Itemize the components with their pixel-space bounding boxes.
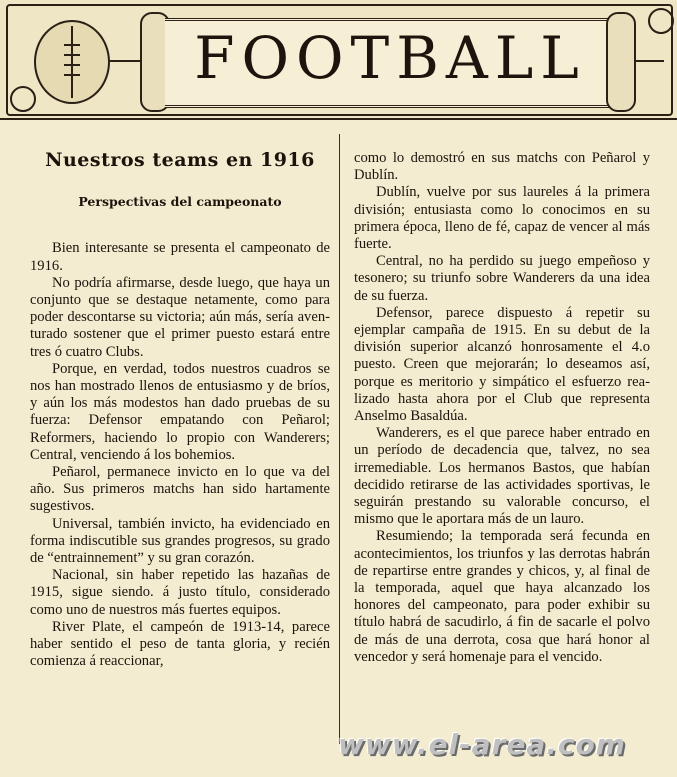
paragraph: Central, no ha perdido su juego empeñoso y tesonero; su triunfo sobre Wanderers da una idea de su fuerza. — [354, 253, 650, 304]
article-subtitle: Perspectivas del campeonato — [78, 194, 282, 210]
paragraph: Wanderers, es el que parece haber entrado en un período de decadencia que, talvez, no sea irremediable. Los hermanos Bastos, que habían decidido retirarse de las actividades sportivas, le seguirán prestando su valorable concurso, el mismo que le aportara más de un lauro. — [354, 425, 650, 528]
vine-ornament — [110, 60, 142, 62]
paragraph: como lo demostró en sus matchs con Peñarol y Dublín. — [354, 150, 650, 184]
paragraph: Bien interesante se presenta el campeonato de 1916. — [30, 240, 330, 274]
article-title: Nuestros teams en 1916 — [45, 149, 315, 171]
paragraph: Defensor, parece dispuesto á repetir su ejemplar campaña de 1915. En su debut de la división superior alcanzó honrosamente el 4.o puesto. Creen que mejorarán; lo deseamos así, porque es meritorio y simpático el esfuerzo realizado hasta ahora por el Club que representa Anselmo Basaldúa. — [354, 304, 650, 425]
site-watermark: www.el-area.com — [338, 728, 626, 761]
article-column-right — [354, 150, 650, 666]
header-banner — [0, 0, 677, 120]
column-divider — [339, 134, 340, 744]
scroll-right-ornament — [606, 12, 636, 112]
paragraph: River Plate, el campeón de 1913-14, parece haber sentido el peso de tanta gloria, y recién comienza á reaccionar, — [30, 618, 330, 670]
paragraph: Universal, también invicto, ha evidenciado en forma indiscutible sus grandes progresos, su grado de “entrainnement” y su gran corazón. — [30, 515, 330, 567]
rose-ornament-icon — [10, 86, 36, 112]
paragraph: Peñarol, permanece invicto en lo que va del año. Sus primeros matchs han sido hartamente sugestivos. — [30, 464, 330, 515]
paragraph: Dublín, vuelve por sus laureles á la primera división; entusiasta como lo conocimos en su primera época, lleno de fé, capaz de vencer al más fuerte. — [354, 184, 650, 253]
page-title: FOOTBALL — [194, 24, 586, 92]
article-column-left — [30, 148, 330, 670]
rose-ornament-icon — [648, 8, 674, 34]
paragraph: Porque, en verdad, todos nuestros cuadros se nos han mostrado llenos de entusiasmo y de bríos, y aún los más modestos han dado pruebas de su fuerza: Defensor empatando con Peñarol; Reformers, haciendo lo propio con Wanderers; Central, venciendo á los bohemios. — [30, 360, 330, 463]
paragraph: Resumiendo; la temporada será fecunda en acontecimientos, los triunfos y las derrotas habrán de repartirse entre grandes y chicos, y, al final de la temporada, aquel que haya alcanzado los honores del campeonato, para poder exhibir su título habrá de sacudirlo, á fin de sacarle el polvo de más de una derrota, cosa que hará honor al vencedor y será homenaje para el vencido. — [354, 528, 650, 665]
paragraph: Nacional, sin haber repetido las hazañas de 1915, sigue siendo. á justo título, considerado como uno de nuestros más fuertes equipos. — [30, 567, 330, 618]
paragraph: No podría afirmarse, desde luego, que haya un conjunto que se destaque netamente, como para poder descontarse su victoria; aún más, sería aventurado sostener que el primer puesto estará entre tres ó cuatro Clubs. — [30, 274, 330, 360]
football-icon — [34, 20, 110, 104]
